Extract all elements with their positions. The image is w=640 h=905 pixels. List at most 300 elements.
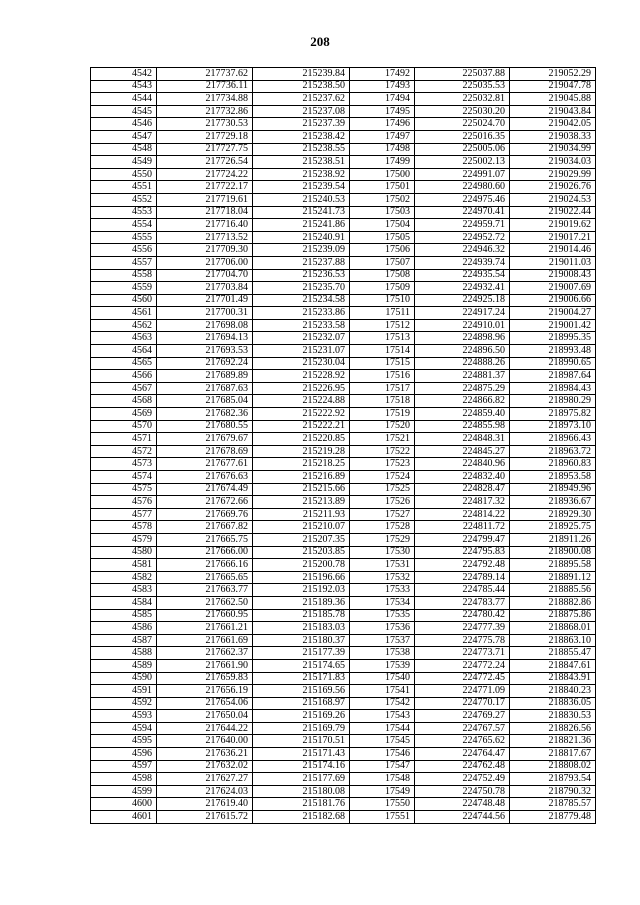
x-coordinate-2-cell: 224932.41 <box>415 282 510 295</box>
x-coordinate-2-cell: 224765.62 <box>415 735 510 748</box>
y-coordinate-cell: 215207.35 <box>253 533 350 546</box>
point-number-2-cell: 17545 <box>350 735 415 748</box>
x-coordinate-2-cell: 225002.13 <box>415 156 510 169</box>
y-coordinate-cell: 215169.79 <box>253 722 350 735</box>
x-coordinate-cell: 217700.31 <box>157 307 253 320</box>
y-coordinate-cell: 215216.89 <box>253 471 350 484</box>
table-row <box>91 395 596 408</box>
y-coordinate-2-cell: 218963.72 <box>510 445 596 458</box>
point-number-cell: 4593 <box>91 710 157 723</box>
table-row <box>91 760 596 773</box>
x-coordinate-2-cell: 224783.77 <box>415 596 510 609</box>
point-number-2-cell: 17498 <box>350 143 415 156</box>
y-coordinate-2-cell: 219006.66 <box>510 294 596 307</box>
point-number-cell: 4570 <box>91 420 157 433</box>
x-coordinate-2-cell: 225035.53 <box>415 80 510 93</box>
y-coordinate-2-cell: 218843.91 <box>510 672 596 685</box>
y-coordinate-2-cell: 218960.83 <box>510 458 596 471</box>
y-coordinate-cell: 215238.50 <box>253 80 350 93</box>
x-coordinate-cell: 217661.90 <box>157 659 253 672</box>
x-coordinate-cell: 217730.53 <box>157 118 253 131</box>
x-coordinate-cell: 217627.27 <box>157 773 253 786</box>
point-number-2-cell: 17493 <box>350 80 415 93</box>
y-coordinate-2-cell: 218990.65 <box>510 357 596 370</box>
y-coordinate-2-cell: 218885.56 <box>510 584 596 597</box>
point-number-2-cell: 17548 <box>350 773 415 786</box>
x-coordinate-cell: 217724.22 <box>157 168 253 181</box>
y-coordinate-2-cell: 218984.43 <box>510 382 596 395</box>
x-coordinate-2-cell: 224771.09 <box>415 685 510 698</box>
table-row <box>91 244 596 257</box>
y-coordinate-cell: 215215.66 <box>253 483 350 496</box>
y-coordinate-2-cell: 218949.96 <box>510 483 596 496</box>
point-number-2-cell: 17503 <box>350 206 415 219</box>
x-coordinate-cell: 217732.86 <box>157 105 253 118</box>
point-number-cell: 4576 <box>91 496 157 509</box>
x-coordinate-2-cell: 224795.83 <box>415 546 510 559</box>
table-row <box>91 811 596 824</box>
x-coordinate-2-cell: 224811.72 <box>415 521 510 534</box>
point-number-2-cell: 17506 <box>350 244 415 257</box>
x-coordinate-2-cell: 224898.96 <box>415 332 510 345</box>
y-coordinate-cell: 215200.78 <box>253 559 350 572</box>
table-row <box>91 685 596 698</box>
x-coordinate-cell: 217722.17 <box>157 181 253 194</box>
point-number-2-cell: 17531 <box>350 559 415 572</box>
x-coordinate-cell: 217650.04 <box>157 710 253 723</box>
y-coordinate-cell: 215237.88 <box>253 256 350 269</box>
y-coordinate-2-cell: 218953.58 <box>510 471 596 484</box>
y-coordinate-cell: 215226.95 <box>253 382 350 395</box>
table-row <box>91 722 596 735</box>
y-coordinate-2-cell: 219014.46 <box>510 244 596 257</box>
point-number-2-cell: 17529 <box>350 533 415 546</box>
point-number-2-cell: 17514 <box>350 345 415 358</box>
y-coordinate-2-cell: 218855.47 <box>510 647 596 660</box>
x-coordinate-cell: 217736.11 <box>157 80 253 93</box>
x-coordinate-2-cell: 225016.35 <box>415 130 510 143</box>
point-number-cell: 4559 <box>91 282 157 295</box>
x-coordinate-2-cell: 224881.37 <box>415 370 510 383</box>
y-coordinate-cell: 215220.85 <box>253 433 350 446</box>
x-coordinate-cell: 217682.36 <box>157 408 253 421</box>
x-coordinate-cell: 217665.75 <box>157 533 253 546</box>
point-number-2-cell: 17511 <box>350 307 415 320</box>
x-coordinate-cell: 217713.52 <box>157 231 253 244</box>
point-number-2-cell: 17508 <box>350 269 415 282</box>
x-coordinate-2-cell: 224959.71 <box>415 219 510 232</box>
y-coordinate-cell: 215189.36 <box>253 596 350 609</box>
x-coordinate-2-cell: 224777.39 <box>415 622 510 635</box>
y-coordinate-2-cell: 219022.44 <box>510 206 596 219</box>
point-number-cell: 4556 <box>91 244 157 257</box>
point-number-2-cell: 17525 <box>350 483 415 496</box>
x-coordinate-cell: 217734.88 <box>157 93 253 106</box>
x-coordinate-2-cell: 224799.47 <box>415 533 510 546</box>
table-row <box>91 282 596 295</box>
point-number-2-cell: 17519 <box>350 408 415 421</box>
table-row <box>91 609 596 622</box>
x-coordinate-cell: 217661.21 <box>157 622 253 635</box>
x-coordinate-cell: 217644.22 <box>157 722 253 735</box>
y-coordinate-2-cell: 219019.62 <box>510 219 596 232</box>
point-number-2-cell: 17526 <box>350 496 415 509</box>
point-number-2-cell: 17549 <box>350 785 415 798</box>
y-coordinate-cell: 215181.76 <box>253 798 350 811</box>
point-number-2-cell: 17524 <box>350 471 415 484</box>
table-row <box>91 143 596 156</box>
point-number-cell: 4563 <box>91 332 157 345</box>
y-coordinate-cell: 215222.21 <box>253 420 350 433</box>
x-coordinate-cell: 217619.40 <box>157 798 253 811</box>
y-coordinate-cell: 215211.93 <box>253 508 350 521</box>
point-number-cell: 4568 <box>91 395 157 408</box>
table-row <box>91 307 596 320</box>
x-coordinate-cell: 217640.00 <box>157 735 253 748</box>
y-coordinate-cell: 215241.73 <box>253 206 350 219</box>
x-coordinate-cell: 217662.37 <box>157 647 253 660</box>
x-coordinate-cell: 217662.50 <box>157 596 253 609</box>
y-coordinate-cell: 215196.66 <box>253 571 350 584</box>
table-row <box>91 345 596 358</box>
point-number-cell: 4597 <box>91 760 157 773</box>
point-number-cell: 4578 <box>91 521 157 534</box>
point-number-2-cell: 17535 <box>350 609 415 622</box>
x-coordinate-2-cell: 224762.48 <box>415 760 510 773</box>
y-coordinate-cell: 215231.07 <box>253 345 350 358</box>
x-coordinate-cell: 217704.70 <box>157 269 253 282</box>
table-row <box>91 433 596 446</box>
y-coordinate-2-cell: 218911.26 <box>510 533 596 546</box>
y-coordinate-2-cell: 219017.21 <box>510 231 596 244</box>
y-coordinate-2-cell: 218925.75 <box>510 521 596 534</box>
y-coordinate-2-cell: 218785.57 <box>510 798 596 811</box>
table-row <box>91 496 596 509</box>
y-coordinate-cell: 215232.07 <box>253 332 350 345</box>
point-number-cell: 4562 <box>91 319 157 332</box>
table-row <box>91 798 596 811</box>
y-coordinate-2-cell: 218987.64 <box>510 370 596 383</box>
table-row <box>91 382 596 395</box>
x-coordinate-cell: 217679.67 <box>157 433 253 446</box>
y-coordinate-2-cell: 218980.29 <box>510 395 596 408</box>
x-coordinate-cell: 217659.83 <box>157 672 253 685</box>
x-coordinate-2-cell: 224792.48 <box>415 559 510 572</box>
x-coordinate-2-cell: 224767.57 <box>415 722 510 735</box>
point-number-2-cell: 17520 <box>350 420 415 433</box>
table-row <box>91 659 596 672</box>
point-number-2-cell: 17532 <box>350 571 415 584</box>
table-row <box>91 533 596 546</box>
x-coordinate-2-cell: 225024.70 <box>415 118 510 131</box>
x-coordinate-2-cell: 225037.88 <box>415 68 510 81</box>
table-row <box>91 105 596 118</box>
y-coordinate-2-cell: 219029.99 <box>510 168 596 181</box>
table-row <box>91 130 596 143</box>
point-number-2-cell: 17536 <box>350 622 415 635</box>
point-number-cell: 4588 <box>91 647 157 660</box>
point-number-2-cell: 17510 <box>350 294 415 307</box>
point-number-2-cell: 17513 <box>350 332 415 345</box>
y-coordinate-cell: 215238.42 <box>253 130 350 143</box>
y-coordinate-2-cell: 218840.23 <box>510 685 596 698</box>
point-number-2-cell: 17501 <box>350 181 415 194</box>
y-coordinate-2-cell: 219011.03 <box>510 256 596 269</box>
y-coordinate-cell: 215210.07 <box>253 521 350 534</box>
x-coordinate-cell: 217689.89 <box>157 370 253 383</box>
point-number-cell: 4550 <box>91 168 157 181</box>
point-number-2-cell: 17528 <box>350 521 415 534</box>
table-row <box>91 773 596 786</box>
point-number-cell: 4590 <box>91 672 157 685</box>
table-row <box>91 68 596 81</box>
table-row <box>91 294 596 307</box>
y-coordinate-cell: 215237.08 <box>253 105 350 118</box>
point-number-2-cell: 17512 <box>350 319 415 332</box>
y-coordinate-2-cell: 218793.54 <box>510 773 596 786</box>
point-number-2-cell: 17537 <box>350 634 415 647</box>
x-coordinate-cell: 217660.95 <box>157 609 253 622</box>
point-number-2-cell: 17542 <box>350 697 415 710</box>
table-row <box>91 193 596 206</box>
point-number-2-cell: 17540 <box>350 672 415 685</box>
point-number-cell: 4552 <box>91 193 157 206</box>
x-coordinate-2-cell: 224866.82 <box>415 395 510 408</box>
table-row <box>91 332 596 345</box>
y-coordinate-2-cell: 219001.42 <box>510 319 596 332</box>
x-coordinate-2-cell: 224848.31 <box>415 433 510 446</box>
x-coordinate-cell: 217727.75 <box>157 143 253 156</box>
x-coordinate-cell: 217666.00 <box>157 546 253 559</box>
x-coordinate-cell: 217676.63 <box>157 471 253 484</box>
x-coordinate-cell: 217687.63 <box>157 382 253 395</box>
point-number-cell: 4574 <box>91 471 157 484</box>
point-number-2-cell: 17523 <box>350 458 415 471</box>
point-number-cell: 4585 <box>91 609 157 622</box>
point-number-2-cell: 17539 <box>350 659 415 672</box>
y-coordinate-2-cell: 218790.32 <box>510 785 596 798</box>
point-number-cell: 4599 <box>91 785 157 798</box>
point-number-cell: 4600 <box>91 798 157 811</box>
point-number-2-cell: 17495 <box>350 105 415 118</box>
table-row <box>91 370 596 383</box>
x-coordinate-cell: 217698.08 <box>157 319 253 332</box>
table-row <box>91 458 596 471</box>
x-coordinate-2-cell: 224975.46 <box>415 193 510 206</box>
table-row <box>91 622 596 635</box>
table-row <box>91 118 596 131</box>
table-row <box>91 559 596 572</box>
x-coordinate-cell: 217654.06 <box>157 697 253 710</box>
x-coordinate-2-cell: 224991.07 <box>415 168 510 181</box>
point-number-cell: 4592 <box>91 697 157 710</box>
point-number-2-cell: 17547 <box>350 760 415 773</box>
x-coordinate-2-cell: 224946.32 <box>415 244 510 257</box>
x-coordinate-cell: 217729.18 <box>157 130 253 143</box>
x-coordinate-2-cell: 225032.81 <box>415 93 510 106</box>
point-number-cell: 4543 <box>91 80 157 93</box>
point-number-2-cell: 17533 <box>350 584 415 597</box>
x-coordinate-2-cell: 224828.47 <box>415 483 510 496</box>
point-number-2-cell: 17494 <box>350 93 415 106</box>
point-number-2-cell: 17530 <box>350 546 415 559</box>
y-coordinate-2-cell: 218808.02 <box>510 760 596 773</box>
x-coordinate-cell: 217666.16 <box>157 559 253 572</box>
point-number-cell: 4542 <box>91 68 157 81</box>
x-coordinate-2-cell: 224750.78 <box>415 785 510 798</box>
y-coordinate-2-cell: 219052.29 <box>510 68 596 81</box>
x-coordinate-2-cell: 224980.60 <box>415 181 510 194</box>
y-coordinate-cell: 215169.26 <box>253 710 350 723</box>
x-coordinate-cell: 217706.00 <box>157 256 253 269</box>
x-coordinate-2-cell: 224910.01 <box>415 319 510 332</box>
x-coordinate-2-cell: 224772.45 <box>415 672 510 685</box>
y-coordinate-2-cell: 218900.08 <box>510 546 596 559</box>
table-row <box>91 647 596 660</box>
point-number-2-cell: 17507 <box>350 256 415 269</box>
point-number-2-cell: 17522 <box>350 445 415 458</box>
point-number-cell: 4565 <box>91 357 157 370</box>
y-coordinate-cell: 215171.83 <box>253 672 350 685</box>
point-number-cell: 4584 <box>91 596 157 609</box>
y-coordinate-cell: 215180.08 <box>253 785 350 798</box>
y-coordinate-2-cell: 219043.84 <box>510 105 596 118</box>
y-coordinate-cell: 215183.03 <box>253 622 350 635</box>
x-coordinate-2-cell: 224769.27 <box>415 710 510 723</box>
point-number-cell: 4583 <box>91 584 157 597</box>
y-coordinate-cell: 215237.39 <box>253 118 350 131</box>
point-number-2-cell: 17551 <box>350 811 415 824</box>
y-coordinate-2-cell: 218895.58 <box>510 559 596 572</box>
x-coordinate-cell: 217674.49 <box>157 483 253 496</box>
y-coordinate-2-cell: 218817.67 <box>510 748 596 761</box>
x-coordinate-2-cell: 224814.22 <box>415 508 510 521</box>
x-coordinate-cell: 217677.61 <box>157 458 253 471</box>
x-coordinate-2-cell: 224952.72 <box>415 231 510 244</box>
y-coordinate-cell: 215238.55 <box>253 143 350 156</box>
y-coordinate-cell: 215234.58 <box>253 294 350 307</box>
point-number-2-cell: 17499 <box>350 156 415 169</box>
point-number-cell: 4549 <box>91 156 157 169</box>
point-number-2-cell: 17509 <box>350 282 415 295</box>
y-coordinate-2-cell: 218995.35 <box>510 332 596 345</box>
y-coordinate-2-cell: 219004.27 <box>510 307 596 320</box>
point-number-2-cell: 17496 <box>350 118 415 131</box>
x-coordinate-2-cell: 224780.42 <box>415 609 510 622</box>
point-number-cell: 4573 <box>91 458 157 471</box>
x-coordinate-cell: 217709.30 <box>157 244 253 257</box>
table-row <box>91 785 596 798</box>
point-number-cell: 4561 <box>91 307 157 320</box>
y-coordinate-cell: 215180.37 <box>253 634 350 647</box>
point-number-cell: 4548 <box>91 143 157 156</box>
y-coordinate-cell: 215174.65 <box>253 659 350 672</box>
table-row <box>91 269 596 282</box>
y-coordinate-cell: 215219.28 <box>253 445 350 458</box>
y-coordinate-cell: 215240.53 <box>253 193 350 206</box>
x-coordinate-cell: 217693.53 <box>157 345 253 358</box>
y-coordinate-cell: 215233.58 <box>253 319 350 332</box>
table-row <box>91 408 596 421</box>
table-row <box>91 596 596 609</box>
x-coordinate-cell: 217726.54 <box>157 156 253 169</box>
point-number-cell: 4547 <box>91 130 157 143</box>
y-coordinate-2-cell: 218830.53 <box>510 710 596 723</box>
point-number-cell: 4582 <box>91 571 157 584</box>
table-row <box>91 206 596 219</box>
table-row <box>91 584 596 597</box>
x-coordinate-2-cell: 224785.44 <box>415 584 510 597</box>
point-number-2-cell: 17492 <box>350 68 415 81</box>
y-coordinate-2-cell: 218975.82 <box>510 408 596 421</box>
y-coordinate-2-cell: 218875.86 <box>510 609 596 622</box>
point-number-2-cell: 17515 <box>350 357 415 370</box>
x-coordinate-2-cell: 224875.29 <box>415 382 510 395</box>
table-row <box>91 181 596 194</box>
point-number-2-cell: 17544 <box>350 722 415 735</box>
point-number-cell: 4581 <box>91 559 157 572</box>
x-coordinate-cell: 217665.65 <box>157 571 253 584</box>
y-coordinate-2-cell: 219024.53 <box>510 193 596 206</box>
point-number-cell: 4579 <box>91 533 157 546</box>
point-number-cell: 4553 <box>91 206 157 219</box>
y-coordinate-2-cell: 218891.12 <box>510 571 596 584</box>
y-coordinate-2-cell: 218966.43 <box>510 433 596 446</box>
x-coordinate-cell: 217615.72 <box>157 811 253 824</box>
x-coordinate-2-cell: 225005.06 <box>415 143 510 156</box>
point-number-2-cell: 17550 <box>350 798 415 811</box>
y-coordinate-cell: 215168.97 <box>253 697 350 710</box>
point-number-cell: 4566 <box>91 370 157 383</box>
table-row <box>91 735 596 748</box>
y-coordinate-2-cell: 219047.78 <box>510 80 596 93</box>
y-coordinate-2-cell: 219034.03 <box>510 156 596 169</box>
point-number-cell: 4555 <box>91 231 157 244</box>
y-coordinate-2-cell: 218993.48 <box>510 345 596 358</box>
point-number-2-cell: 17500 <box>350 168 415 181</box>
x-coordinate-cell: 217678.69 <box>157 445 253 458</box>
y-coordinate-2-cell: 218929.30 <box>510 508 596 521</box>
y-coordinate-cell: 215171.43 <box>253 748 350 761</box>
x-coordinate-cell: 217692.24 <box>157 357 253 370</box>
x-coordinate-cell: 217703.84 <box>157 282 253 295</box>
point-number-2-cell: 17546 <box>350 748 415 761</box>
point-number-cell: 4594 <box>91 722 157 735</box>
x-coordinate-2-cell: 224888.26 <box>415 357 510 370</box>
point-number-2-cell: 17518 <box>350 395 415 408</box>
x-coordinate-2-cell: 224935.54 <box>415 269 510 282</box>
point-number-cell: 4546 <box>91 118 157 131</box>
table-row <box>91 319 596 332</box>
y-coordinate-cell: 215182.68 <box>253 811 350 824</box>
y-coordinate-cell: 215174.16 <box>253 760 350 773</box>
y-coordinate-2-cell: 218863.10 <box>510 634 596 647</box>
y-coordinate-2-cell: 218836.05 <box>510 697 596 710</box>
point-number-cell: 4569 <box>91 408 157 421</box>
x-coordinate-cell: 217716.40 <box>157 219 253 232</box>
table-row <box>91 672 596 685</box>
table-row <box>91 508 596 521</box>
table-row <box>91 256 596 269</box>
x-coordinate-cell: 217719.61 <box>157 193 253 206</box>
point-number-2-cell: 17504 <box>350 219 415 232</box>
point-number-cell: 4544 <box>91 93 157 106</box>
point-number-cell: 4560 <box>91 294 157 307</box>
x-coordinate-cell: 217656.19 <box>157 685 253 698</box>
x-coordinate-2-cell: 224764.47 <box>415 748 510 761</box>
x-coordinate-cell: 217632.02 <box>157 760 253 773</box>
point-number-cell: 4557 <box>91 256 157 269</box>
